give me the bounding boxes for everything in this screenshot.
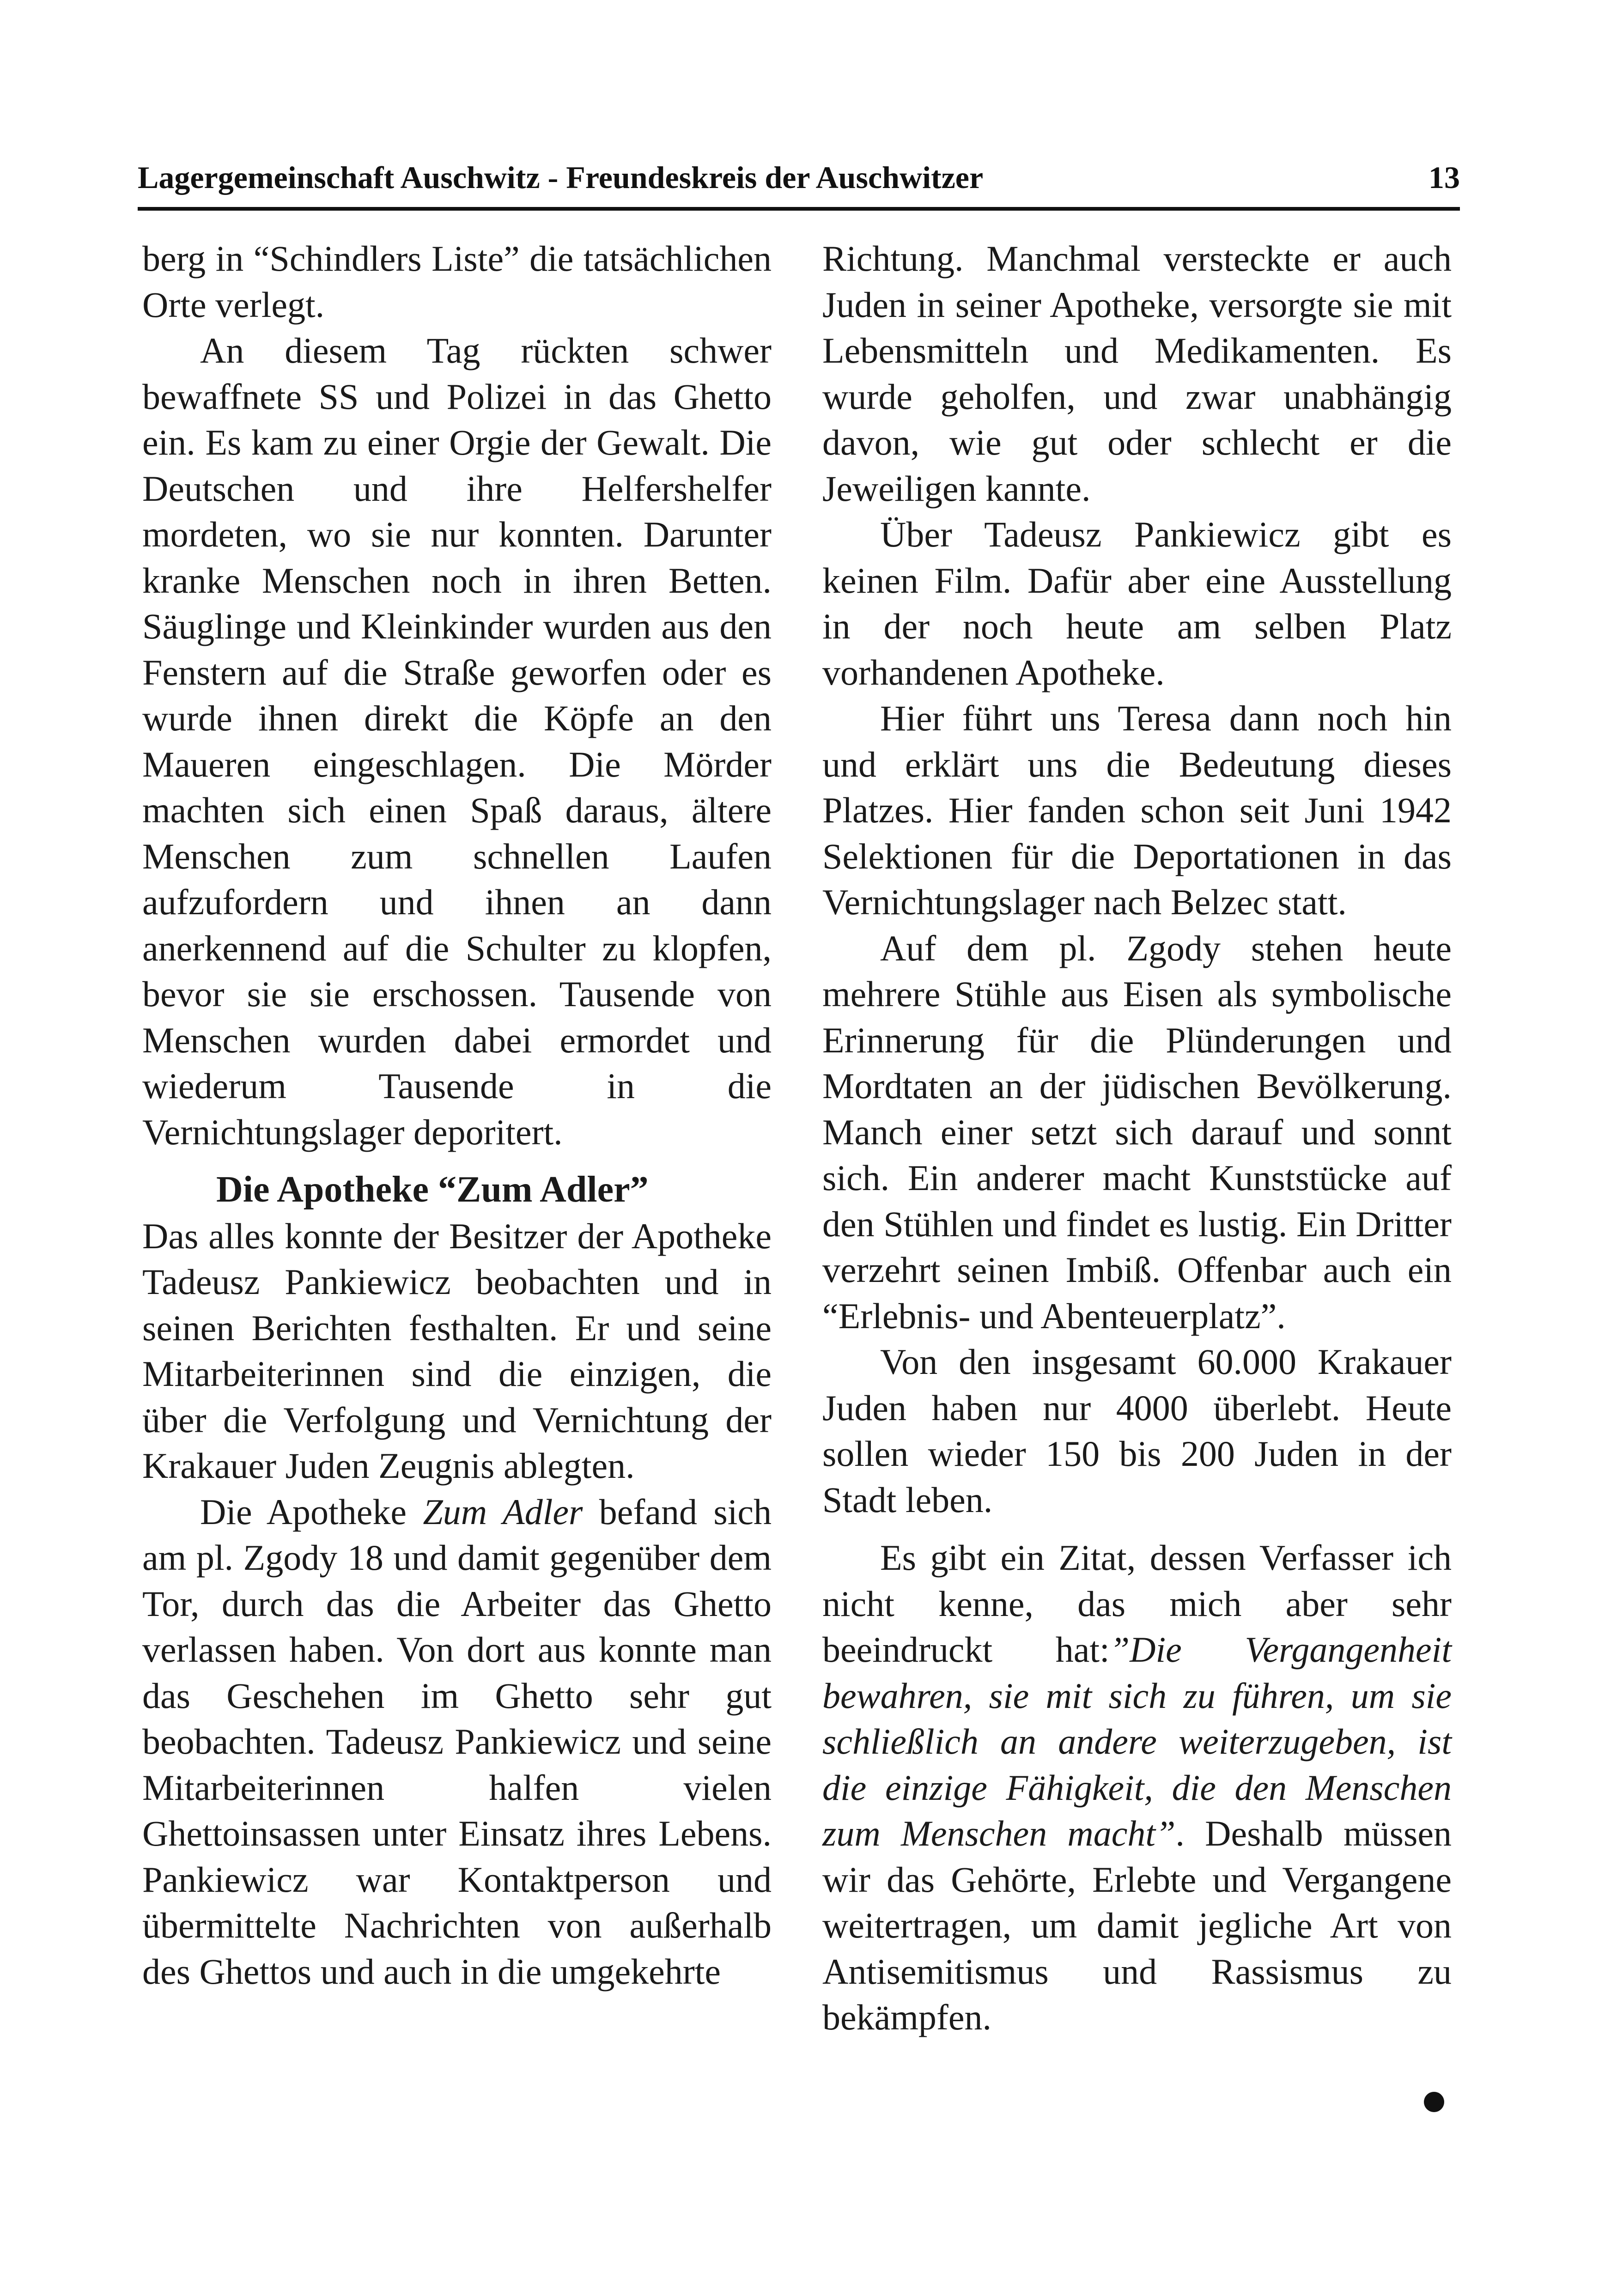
paragraph [822,1535,1452,2041]
text-run: Es gibt ein Zitat, dessen Verfasser ich nicht kenne, das mich aber sehr beeindruckt hat: [822,1537,1452,1670]
paragraph: Das alles konnte der Besitzer der Apotheke Tadeusz Pankiewicz beobachten und in seinen Berichten festhalten. Er und seine Mitarbeiterinnen sind die einzigen, die über die Verfolgung und Vernichtung der Krakauer Juden Zeugnis ablegten. [142,1215,772,1486]
paragraph: Auf dem pl. Zgody stehen heute mehrere Stühle aus Eisen als symbolische Erinnerung für die Plünderungen und Mordtaten an der jüdischen Bevölkerung. Manch einer setzt sich darauf und sonnt sich. Ein anderer macht Kunststücke auf den Stühlen und findet es lustig. Ein Dritter verzehrt seinen Imbiß. Offenbar auch ein “Erlebnis- und Abenteuerplatz”. [822,928,1452,1336]
right-column [822,236,1452,2041]
italic-text: Zum Adler [423,1491,583,1532]
paragraph: An diesem Tag rückten schwer bewaffnete SS und Polizei in das Ghetto ein. Es kam zu einer Orgie der Gewalt. Die Deutschen und ihre Helfershelfer mordeten, wo sie nur konnten. Darunter kranke Menschen noch in ihren Betten. Säuglinge und Kleinkinder wurden aus den Fenstern auf die Straße geworfen oder es wurde ihnen direkt die Köpfe an den Maueren eingeschlagen. Die Mörder machten sich einen Spaß daraus, ältere Menschen zum schnellen Laufen aufzufordern und ihnen an dann anerkennend auf die Schulter zu klopfen, bevor sie sie erschossen. Tausende von Menschen wurden dabei ermordet und wiederum Tausende in die Vernichtungslager deporitert. [142,330,772,1152]
running-header-title: Lagergemeinschaft Auschwitz - Freundeskreis der Auschwitzer [138,160,984,195]
paragraph: berg in “Schindlers Liste” die tatsächlichen Orte verlegt. [142,238,772,325]
paragraph [142,1489,772,1995]
paragraph: Hier führt uns Teresa dann noch hin und erklärt uns die Bedeutung dieses Platzes. Hier fanden schon seit Juni 1942 Selektionen für die Deportationen in das Vernichtungslager nach Belzec statt. [822,698,1452,922]
paragraph: Richtung. Manchmal versteckte er auch Juden in seiner Apotheke, versorgte sie mit Lebensmitteln und Medikamenten. Es wurde geholfen, und zwar unabhängig davon, wie gut oder schlecht er die Jeweiligen kannte. [822,238,1452,509]
header-rule [138,207,1460,211]
page-number: 13 [1429,160,1460,195]
section-heading: Die Apotheke “Zum Adler” [216,1169,649,1210]
paragraph: Von den insgesamt 60.000 Krakauer Juden haben nur 4000 überlebt. Heute sollen wieder 150 bis 200 Juden in der Stadt leben. [822,1342,1452,1520]
text-run: befand sich am pl. Zgody 18 und damit gegenüber dem Tor, durch das die Arbeiter das Ghetto verlassen haben. Von dort aus konnte man das Geschehen im Ghetto sehr gut beobachten. Tadeusz Pankiewicz und seine Mitarbeiterinnen halfen vielen Ghettoinsassen unter Einsatz ihres Lebens. Pankiewicz war Kontaktperson und übermittelte Nachrichten von außerhalb des Ghettos und auch in die umgekehrte [142,1491,772,1992]
italic-quote: ”Die Vergangenheit bewahren, sie mit sich zu führen, um sie schließlich an andere weiterzugeben, ist die einzige Fähigkeit, die den Menschen zum Menschen macht” [822,1629,1452,1853]
left-column [142,236,772,1994]
text-run: . Deshalb müssen wir das Gehörte, Erlebte und Vergangene weitertragen, um damit jegliche Art von Antisemitismus und Rassismus zu bekämpfen. [822,1813,1452,2037]
end-of-article-bullet [1424,2092,1444,2112]
paragraph: Über Tadeusz Pankiewicz gibt es keinen Film. Dafür aber eine Ausstellung in der noch heute am selben Platz vorhandenen Apotheke. [822,514,1452,692]
text-run: Die Apotheke [200,1491,423,1532]
